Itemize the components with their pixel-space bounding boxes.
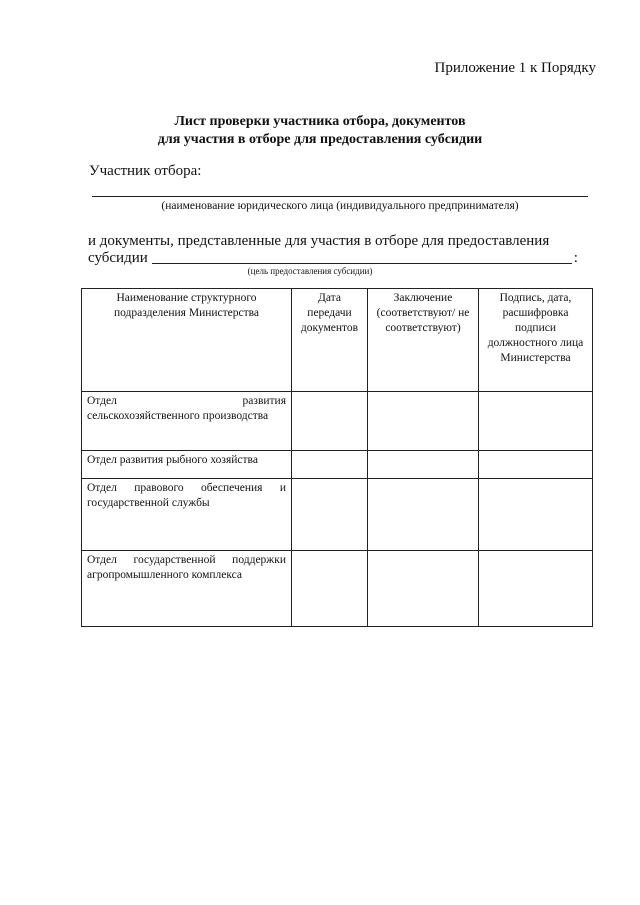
header-date: Дата передачи документов: [292, 289, 368, 392]
document-title: [0, 113, 640, 149]
dept-word-1: Отдел: [87, 395, 117, 407]
department-cell: Отдел правового обеспечения и государственной службы: [82, 479, 292, 551]
conclusion-cell: [368, 551, 479, 627]
date-cell: [292, 451, 368, 479]
check-table: [81, 288, 593, 627]
title-line-2: для участия в отборе для предоставления субсидии: [157, 132, 483, 147]
dept-word-2: развития: [242, 395, 286, 407]
participant-label: Участник отбора:: [89, 163, 202, 179]
documents-text-line-2: [88, 250, 591, 267]
date-cell: [292, 392, 368, 451]
purpose-hint: (цель предоставления субсидии): [247, 266, 373, 276]
table-row: [82, 551, 593, 627]
department-cell: [82, 392, 292, 451]
date-cell: [292, 479, 368, 551]
table-row: [82, 451, 593, 479]
purpose-line: [152, 262, 572, 264]
table-header-row: [82, 289, 593, 392]
conclusion-cell: [368, 451, 479, 479]
dept-rest: сельскохозяйственного производства: [87, 410, 269, 422]
date-cell: [292, 551, 368, 627]
colon: :: [573, 250, 578, 266]
department-cell: Отдел государственной поддержки агропромышленного комплекса: [82, 551, 292, 627]
participant-name-line: [92, 196, 588, 197]
signature-cell: [479, 479, 593, 551]
title-line-1: Лист проверки участника отбора, документов: [174, 114, 466, 129]
appendix-label: Приложение 1 к Порядку: [434, 60, 596, 76]
conclusion-cell: [368, 479, 479, 551]
signature-cell: [479, 551, 593, 627]
table-row: [82, 392, 593, 451]
table-row: [82, 479, 593, 551]
documents-paragraph: [88, 233, 591, 267]
header-department: Наименование структурного подразделения Министерства: [82, 289, 292, 392]
conclusion-cell: [368, 392, 479, 451]
signature-cell: [479, 392, 593, 451]
signature-cell: [479, 451, 593, 479]
header-signature: Подпись, дата, расшифровка подписи должностного лица Министерства: [479, 289, 593, 392]
header-conclusion: Заключение (соответствуют/ не соответствуют): [368, 289, 479, 392]
department-cell: Отдел развития рыбного хозяйства: [82, 451, 292, 479]
participant-hint: (наименование юридического лица (индивидуального предпринимателя): [161, 200, 519, 212]
subsidy-word: субсидии: [88, 250, 148, 266]
documents-text-line-1: и документы, представленные для участия в отборе для предоставления: [88, 233, 550, 249]
